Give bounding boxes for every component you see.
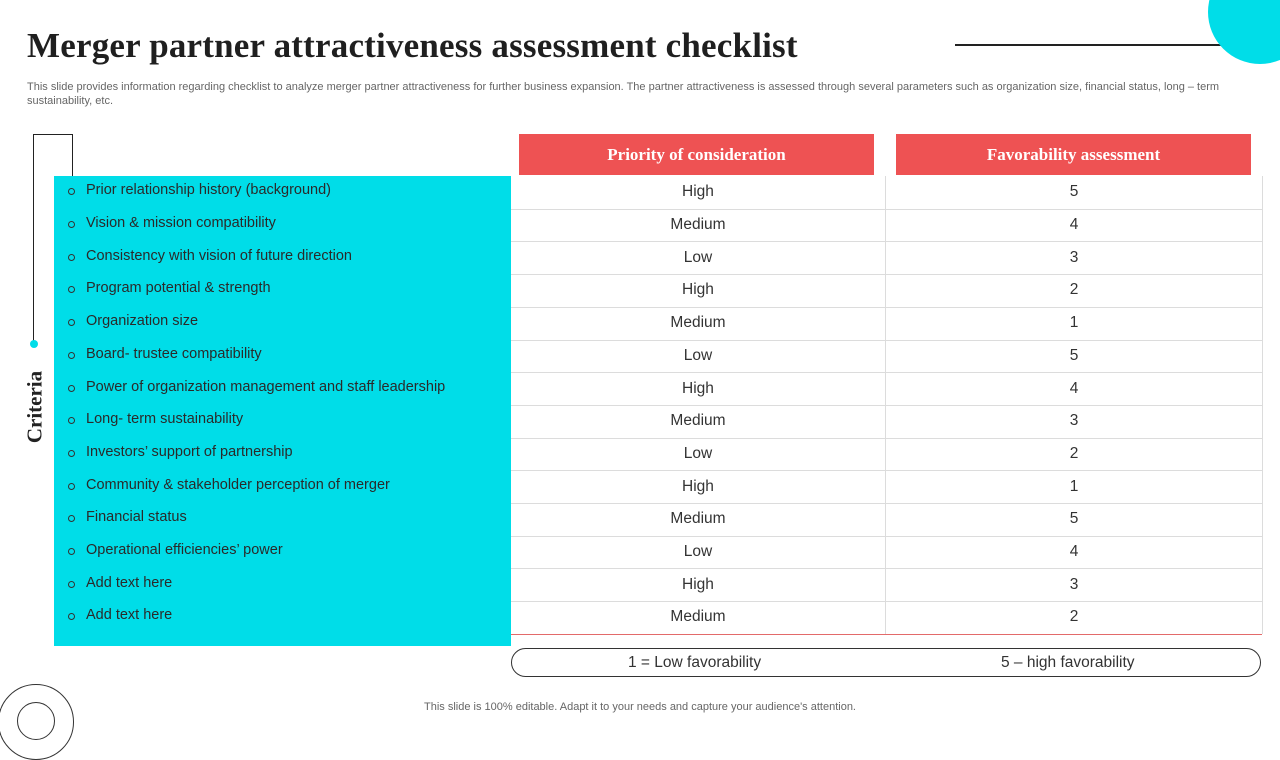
- criterion-text: Investors’ support of partnership: [86, 444, 293, 460]
- favorability-cell: 1: [1069, 478, 1079, 495]
- criterion-item: [68, 507, 187, 527]
- criterion-text: Operational efficiencies’ power: [86, 542, 283, 558]
- favorability-column-header: Favorability assessment: [896, 134, 1251, 175]
- favorability-cell: 1: [1069, 314, 1079, 331]
- criterion-text: Add text here: [86, 575, 173, 591]
- bullet-circle-icon: [68, 581, 75, 588]
- favorability-cell: 5: [1069, 510, 1079, 527]
- row-divider: [511, 405, 1262, 406]
- row-divider: [511, 503, 1262, 504]
- priority-cell: Low: [683, 543, 713, 560]
- favorability-cell: 2: [1069, 445, 1079, 462]
- bullet-circle-icon: [68, 417, 75, 424]
- criterion-item: [68, 573, 172, 593]
- favorability-cell: 3: [1069, 576, 1079, 593]
- priority-cell: Medium: [670, 314, 726, 331]
- criterion-text: Community & stakeholder perception of merger: [86, 477, 390, 493]
- criterion-text: Organization size: [86, 313, 199, 329]
- bullet-circle-icon: [68, 352, 75, 359]
- bullet-circle-icon: [68, 613, 75, 620]
- row-divider: [511, 372, 1262, 373]
- row-divider: [511, 340, 1262, 341]
- favorability-cell: 4: [1069, 380, 1079, 397]
- priority-cell: High: [682, 576, 714, 593]
- criterion-text: Financial status: [86, 509, 187, 525]
- priority-cell: Low: [683, 445, 713, 462]
- favorability-cell: 4: [1069, 216, 1079, 233]
- row-divider: [511, 601, 1262, 602]
- favorability-cell: 4: [1069, 543, 1079, 560]
- favorability-cell: 5: [1069, 183, 1079, 200]
- legend-low: 1 = Low favorability: [628, 654, 762, 671]
- favorability-cell: 3: [1069, 412, 1079, 429]
- criterion-item: [68, 213, 276, 233]
- priority-column-header: Priority of consideration: [519, 134, 874, 175]
- priority-cell: High: [682, 183, 714, 200]
- criterion-item: [68, 442, 293, 462]
- bullet-circle-icon: [68, 385, 75, 392]
- criterion-text: Consistency with vision of future direction: [86, 248, 352, 264]
- bullet-circle-icon: [68, 319, 75, 326]
- bullet-circle-icon: [68, 548, 75, 555]
- priority-cell: Medium: [670, 510, 726, 527]
- row-divider: [511, 274, 1262, 275]
- table-right-border: [1262, 176, 1263, 634]
- title-rule: [955, 44, 1230, 46]
- criterion-item: [68, 246, 352, 266]
- favorability-cell: 5: [1069, 347, 1079, 364]
- criterion-item: [68, 180, 331, 200]
- row-divider: [511, 568, 1262, 569]
- footer-note: This slide is 100% editable. Adapt it to your needs and capture your audience's attention.: [424, 701, 856, 713]
- criterion-item: [68, 409, 243, 429]
- priority-cell: Medium: [670, 608, 726, 625]
- bullet-circle-icon: [68, 483, 75, 490]
- criterion-text: Prior relationship history (background): [86, 182, 331, 198]
- priority-cell: Medium: [670, 216, 726, 233]
- priority-cell: High: [682, 281, 714, 298]
- criterion-text: Add text here: [86, 607, 173, 623]
- favorability-cell: 2: [1069, 281, 1079, 298]
- row-divider: [511, 307, 1262, 308]
- priority-cell: Low: [683, 347, 713, 364]
- slide-title: Merger partner attractiveness assessment checklist: [27, 26, 798, 65]
- bullet-circle-icon: [68, 254, 75, 261]
- criterion-item: [68, 540, 283, 560]
- criterion-text: Program potential & strength: [86, 280, 271, 296]
- decorative-circle-bottom-left-inner: [17, 702, 55, 740]
- priority-cell: Medium: [670, 412, 726, 429]
- criterion-item: [68, 278, 271, 298]
- criterion-text: Power of organization management and staff leadership: [86, 379, 446, 395]
- criterion-text: Long- term sustainability: [86, 411, 244, 427]
- criterion-item: [68, 344, 262, 364]
- priority-cell: High: [682, 380, 714, 397]
- bullet-circle-icon: [68, 286, 75, 293]
- row-divider: [511, 470, 1262, 471]
- decorative-circle-top-right: [1208, 0, 1280, 64]
- favorability-cell: 2: [1069, 608, 1079, 625]
- favorability-legend: [511, 648, 1261, 677]
- bullet-circle-icon: [68, 221, 75, 228]
- bullet-circle-icon: [68, 515, 75, 522]
- priority-cell: High: [682, 478, 714, 495]
- bullet-circle-icon: [68, 188, 75, 195]
- favorability-cell: 3: [1069, 249, 1079, 266]
- criterion-item: [68, 605, 172, 625]
- row-divider: [511, 209, 1262, 210]
- row-divider: [511, 438, 1262, 439]
- row-divider: [511, 241, 1262, 242]
- slide-description: This slide provides information regarding checklist to analyze merger partner attractiveness for further business expansion. The partner attractiveness is assessed through several parameters such as organization size, financial status, long – term sustainability, etc.: [27, 81, 1220, 107]
- bracket-dot: [30, 340, 38, 348]
- legend-high: 5 – high favorability: [1001, 654, 1135, 671]
- criterion-item: [68, 377, 445, 397]
- bullet-circle-icon: [68, 450, 75, 457]
- criterion-text: Vision & mission compatibility: [86, 215, 276, 231]
- priority-cell: Low: [683, 249, 713, 266]
- criterion-item: [68, 475, 390, 495]
- criterion-text: Board- trustee compatibility: [86, 346, 262, 362]
- criteria-side-label: Criteria: [22, 370, 47, 444]
- row-divider: [511, 536, 1262, 537]
- criterion-item: [68, 311, 198, 331]
